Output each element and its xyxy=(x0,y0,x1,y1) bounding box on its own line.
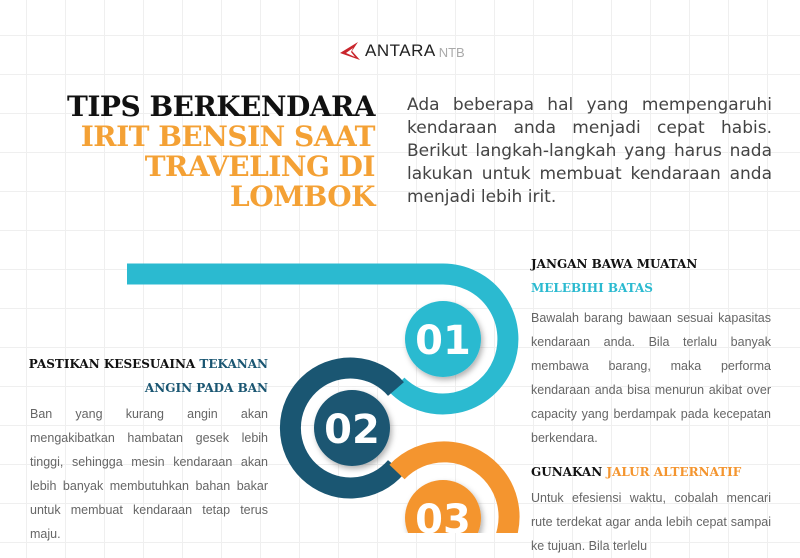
title-line-1: TIPS BERKENDARA xyxy=(66,90,375,123)
title-line-4: LOMBOK xyxy=(230,180,375,213)
step-1-section xyxy=(531,252,771,450)
step-3-section xyxy=(531,460,771,558)
title-line-3: TRAVELING DI xyxy=(144,150,375,183)
title-line-2: IRIT BENSIN SAAT xyxy=(80,120,375,153)
intro-text: Ada beberapa hal yang mempengaruhi kendaraan anda menjadi cepat habis. Berikut langkah-langkah yang harus nada lakukan untuk membuat kendaraan anda menjadi lebih irit. xyxy=(407,95,772,207)
step-2-heading-dark: PASTIKAN KESESUAINA xyxy=(28,357,196,371)
step-1-heading-color: MELEBIHI BATAS xyxy=(531,281,653,295)
step-3-heading xyxy=(531,460,771,484)
step-3-heading-dark: GUNAKAN xyxy=(531,465,603,479)
step-3-number: 03 xyxy=(415,497,471,533)
step-1-body: Bawalah barang bawaan sesuai kapasitas kendaraan anda. Bila terlalu banyak membawa barang, maka performa kendaraan anda bisa menurun akibat over capacity yang berdampak pada kecepatan berkendara. xyxy=(531,311,771,445)
step-2-heading-color: TEKANAN ANGIN PADA BAN xyxy=(144,357,268,395)
step-2-number: 02 xyxy=(324,407,380,453)
logo-brand: ANTARA xyxy=(365,41,436,60)
step-1-heading-dark: JANGAN BAWA MUATAN xyxy=(531,257,698,271)
logo-region: NTB xyxy=(438,44,465,60)
step-3-body: Untuk efesiensi waktu, cobalah mencari rute terdekat agar anda lebih cepat sampai ke tujuan. Bila terlelu xyxy=(531,491,771,553)
step-2-section xyxy=(18,352,268,546)
step-2-heading xyxy=(18,352,268,400)
right-column xyxy=(531,252,771,558)
step-3-heading-color: JALUR ALTERNATIF xyxy=(606,465,742,479)
step-2-body: Ban yang kurang angin akan mengakibatkan hambatan gesek lebih tinggi, sehingga mesin kendaraan akan lebih banyak membutuhkan bahan bakar untuk membuat kendaraan tetap terus maju. xyxy=(30,407,268,541)
step-1-number: 01 xyxy=(415,318,471,364)
